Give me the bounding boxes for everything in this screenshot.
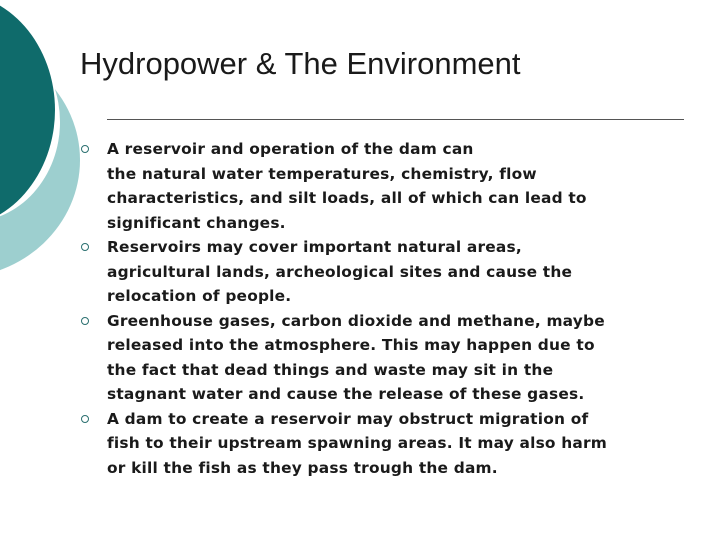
decorative-circles	[0, 0, 80, 300]
bullet-item	[80, 235, 715, 309]
bullet-text: Reservoirs may cover important natural areas, agricultural lands, archeological sites and cause the relocation of people.	[107, 238, 573, 305]
decorative-circles-graphic	[0, 0, 80, 300]
title-divider	[107, 119, 684, 120]
bullet-item	[80, 137, 715, 235]
bullet-circle-icon	[81, 243, 89, 251]
bullet-circle-icon	[81, 317, 89, 325]
slide-title: Hydropower & The Environment	[80, 46, 521, 81]
bullet-item	[80, 407, 715, 481]
bullet-text: A dam to create a reservoir may obstruct migration of fish to their upstream spawning areas. It may also harm or kill the fish as they pass trough the dam.	[107, 409, 608, 477]
bullet-text: A reservoir and operation of the dam can the natural water temperatures, chemistry, flow characteristics, and silt loads, all of which can lead to significant changes.	[107, 140, 587, 232]
bullet-text: Greenhouse gases, carbon dioxide and methane, maybe released into the atmosphere. This may happen due to the fact that dead things and waste may sit in the stagnant water and cause the release of these gases.	[107, 311, 605, 403]
bullet-list	[80, 137, 715, 480]
bullet-item	[80, 309, 715, 407]
bullet-circle-icon	[81, 145, 89, 153]
bullet-circle-icon	[81, 415, 89, 423]
